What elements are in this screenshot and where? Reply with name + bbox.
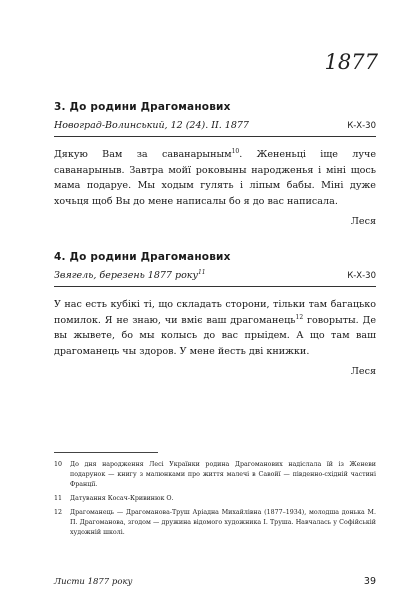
footnote [54, 460, 376, 490]
letter-text: говорыты. Де вы жывете, бо мы колысь до вас прыідем. А що там ваш драгоманець чы здоров. У мене йесть дві книжки. [54, 314, 376, 357]
footnote-number: 10 [54, 461, 63, 468]
letter-body [54, 147, 376, 209]
footnote-divider [54, 452, 158, 453]
archive-code: К-Х-30 [347, 121, 376, 131]
letter-text: У нас есть кубікі ті, що складать сторони, тільки там багацько помилок. Я не знаю, чи вміє ваш драгоманець [54, 299, 376, 326]
page-number: 39 [363, 576, 376, 587]
footnote-text: До дня народження Лесі Українки родина Драгоманових надіслала їй із Женеви подарунок — книгу з малюнками про життя малечі в Савойї — південно-східній частині Франції. [70, 461, 376, 488]
letter-meta [54, 119, 376, 137]
archive-code: К-Х-30 [347, 271, 376, 281]
letter-text: . Жененьці іще луче саванарыныв. Завтра мойї роковыны народженья і міні щось мама подаруе. Мы ходым гулять і ліпым бабы. Міні дуже хочьця щоб Вы до мене написалы бо я до вас написала. [54, 149, 376, 207]
letter-place-date: Новоград-Волинський, 12 (24). II. 1877 [54, 120, 249, 131]
letter-title: 3. До родини Драгоманових [54, 101, 231, 113]
running-year: 1877 [324, 50, 378, 74]
letter-4 [54, 250, 376, 378]
footnote-number: 11 [54, 495, 63, 502]
letter-3 [54, 100, 376, 228]
footnote-ref: 10 [231, 147, 240, 155]
footnote-ref: 12 [295, 313, 304, 321]
footnote [54, 508, 376, 538]
running-footer-title: Листи 1877 року [54, 577, 133, 587]
footnotes [54, 460, 376, 542]
footnote-text: Драгоманець — Драгоманова-Труш Аріадна Михайлівна (1877–1934), молодша донька М. П. Драгоманова, згодом — дружина відомого художника І. Труша. Навчалась у Софійській художній школі. [70, 509, 376, 536]
footnote [54, 494, 376, 504]
letter-place-date: Звягель, березень 1877 року [54, 270, 198, 281]
letter-body [54, 297, 376, 359]
letter-signature: Леся [350, 366, 376, 377]
footnote-text: Датування Косач-Кривинюк О. [70, 495, 174, 502]
letter-text: Дякую Вам за саванарыным [54, 149, 232, 160]
footnote-number: 12 [54, 509, 63, 516]
letter-place-date-wrap [54, 269, 206, 282]
letter-meta [54, 269, 376, 287]
footnote-ref: 11 [197, 268, 206, 276]
letter-signature: Леся [350, 216, 376, 227]
letter-title: 4. До родини Драгоманових [54, 251, 231, 263]
